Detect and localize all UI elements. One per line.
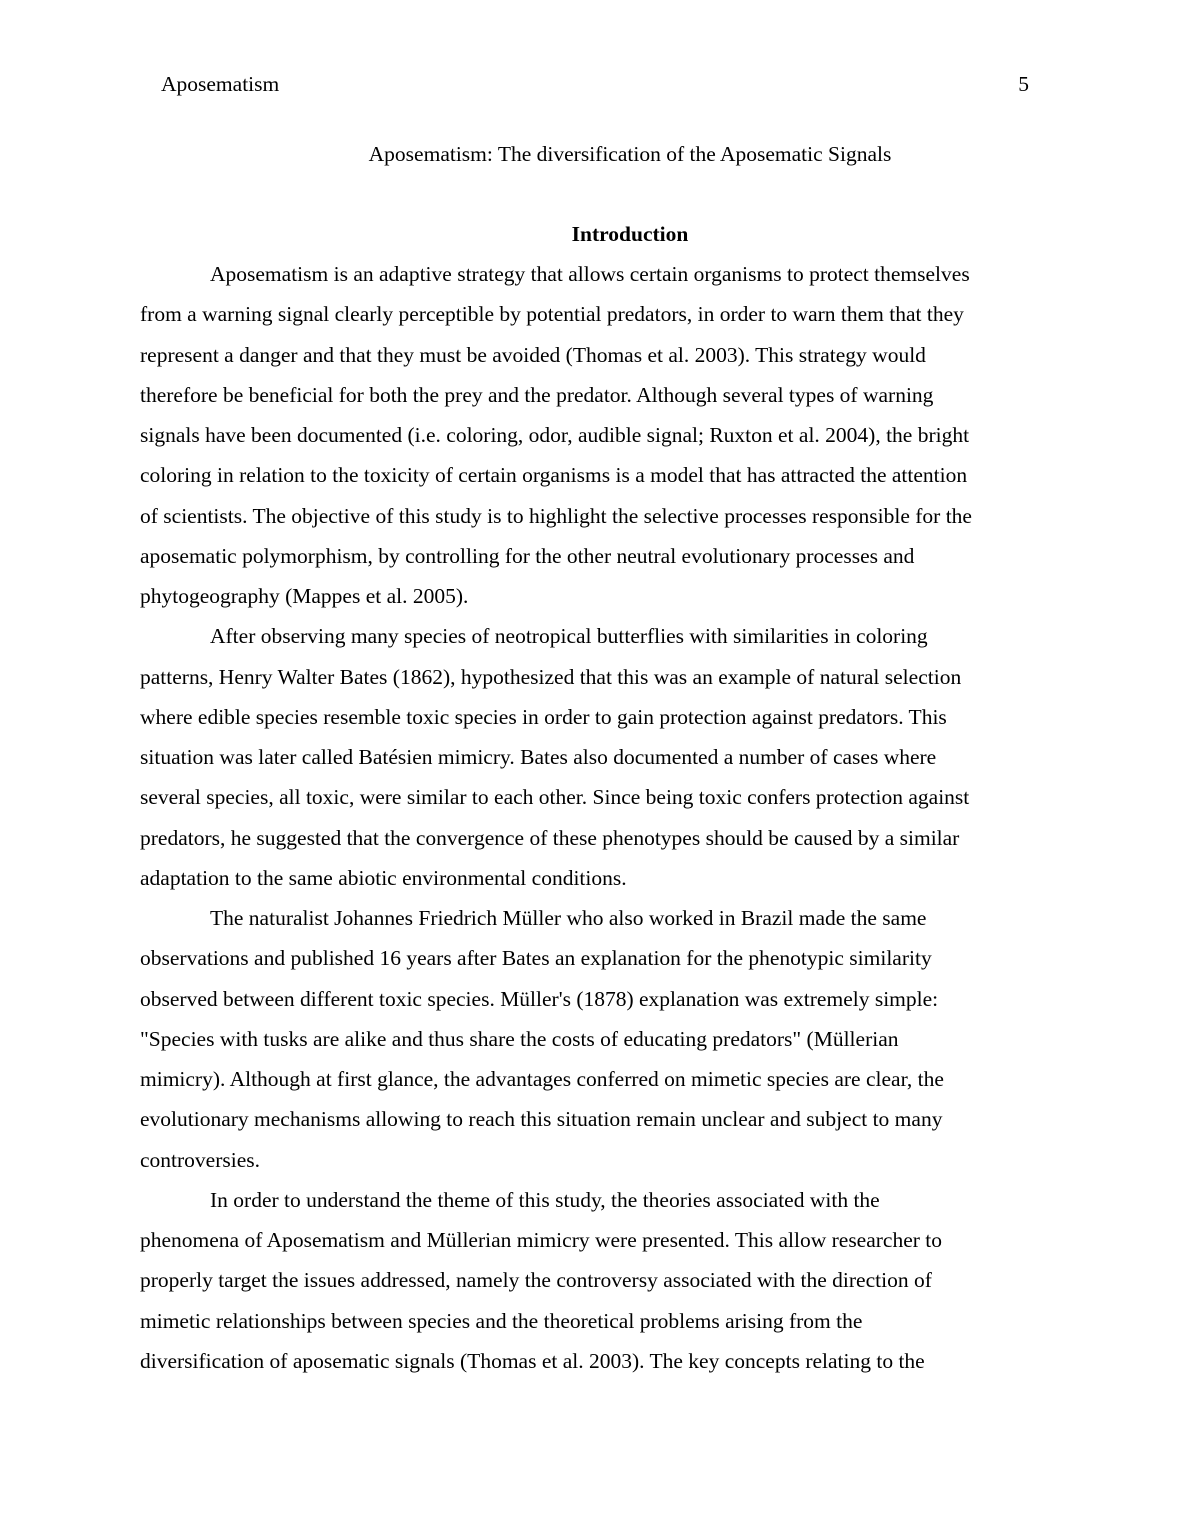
text-line: several species, all toxic, were similar to each other. Since being toxic confers protection against: [140, 785, 970, 810]
text-line: observations and published 16 years after Bates an explanation for the phenotypic similarity: [140, 946, 932, 971]
text-line: properly target the issues addressed, namely the controversy associated with the direction of: [140, 1268, 932, 1293]
text-line: The naturalist Johannes Friedrich Müller who also worked in Brazil made the same: [210, 906, 927, 930]
text-line: evolutionary mechanisms allowing to reach this situation remain unclear and subject to many: [140, 1107, 943, 1132]
section-heading-introduction: Introduction: [571, 222, 689, 246]
page-number: 5: [1018, 72, 1029, 96]
text-line: diversification of aposematic signals (Thomas et al. 2003). The key concepts relating to the: [140, 1348, 925, 1373]
text-line: predators, he suggested that the convergence of these phenotypes should be caused by a similar: [140, 825, 960, 850]
text-line: situation was later called Batésien mimicry. Bates also documented a number of cases where: [140, 745, 937, 769]
document-title: Aposematism: The diversification of the Aposematic Signals: [368, 142, 892, 166]
paragraph: [140, 616, 1050, 898]
paragraph: [140, 898, 1050, 1180]
text-line: adaptation to the same abiotic environmental conditions.: [140, 865, 627, 890]
text-line: controversies.: [140, 1147, 261, 1172]
body-text: [140, 254, 1050, 1381]
text-line: signals have been documented (i.e. coloring, odor, audible signal; Ruxton et al. 2004), the bright: [140, 423, 970, 447]
text-line: therefore be beneficial for both the prey and the predator. Although several types of warning: [140, 382, 934, 407]
text-line: After observing many species of neotropical butterflies with similarities in coloring: [210, 624, 928, 649]
paragraph: [140, 1180, 1050, 1381]
text-line: mimetic relationships between species and the theoretical problems arising from the: [140, 1308, 863, 1333]
paragraph: [140, 254, 1050, 616]
text-line: phenomena of Aposematism and Müllerian mimicry were presented. This allow researcher to: [140, 1228, 943, 1252]
text-line: mimicry). Although at first glance, the advantages conferred on mimetic species are clear, the: [140, 1067, 944, 1091]
text-line: represent a danger and that they must be avoided (Thomas et al. 2003). This strategy would: [140, 342, 926, 367]
text-line: where edible species resemble toxic species in order to gain protection against predators. This: [140, 704, 947, 729]
text-line: aposematic polymorphism, by controlling for the other neutral evolutionary processes and: [140, 543, 915, 568]
text-line: coloring in relation to the toxicity of certain organisms is a model that has attracted the attention: [140, 463, 968, 488]
text-line: In order to understand the theme of this study, the theories associated with the: [210, 1187, 880, 1212]
text-line: phytogeography (Mappes et al. 2005).: [140, 584, 469, 608]
running-head: Aposematism: [161, 72, 280, 96]
text-line: of scientists. The objective of this study is to highlight the selective processes responsible for the: [140, 503, 972, 528]
text-line: Aposematism is an adaptive strategy that allows certain organisms to protect themselves: [210, 262, 970, 286]
text-line: "Species with tusks are alike and thus share the costs of educating predators" (Müllerian: [140, 1026, 899, 1051]
text-line: observed between different toxic species. Müller's (1878) explanation was extremely simple:: [140, 986, 939, 1011]
text-line: from a warning signal clearly perceptible by potential predators, in order to warn them that they: [140, 302, 964, 327]
text-line: patterns, Henry Walter Bates (1862), hypothesized that this was an example of natural selection: [140, 664, 962, 689]
